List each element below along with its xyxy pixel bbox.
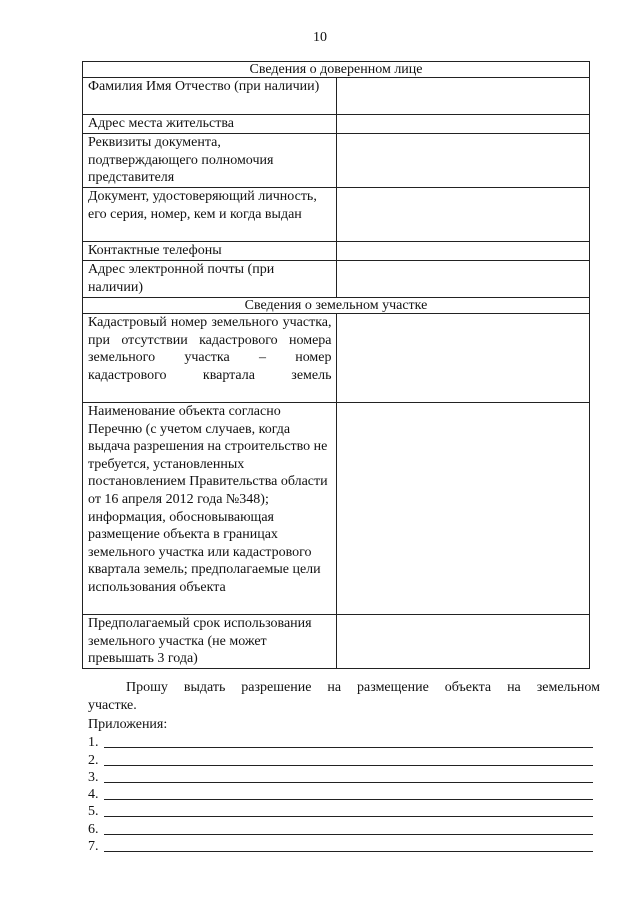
attachment-blank-line[interactable] <box>104 753 593 766</box>
field-label-full-name: Фамилия Имя Отчество (при наличии) <box>83 78 337 115</box>
field-label-email: Адрес электронной почты (при наличии) <box>83 261 337 298</box>
table-row <box>83 403 590 615</box>
field-value-authority-document[interactable] <box>336 134 590 188</box>
attachment-number: 3. <box>88 769 99 785</box>
field-value-residence-address[interactable] <box>336 115 590 134</box>
request-paragraph <box>88 679 600 714</box>
field-label-identity-document: Документ, удостоверяющий личность, его серия, номер, кем и когда выдан <box>83 188 337 242</box>
page-number: 10 <box>313 30 327 45</box>
attachment-number: 5. <box>88 804 99 820</box>
attachment-blank-line[interactable] <box>104 804 593 817</box>
table-row <box>83 314 590 403</box>
field-label-residence-address: Адрес места жительства <box>83 115 337 134</box>
attachment-number: 4. <box>88 787 99 803</box>
field-label-authority-document: Реквизиты документа, подтверждающего полномочия представителя <box>83 134 337 188</box>
section-header-row <box>83 62 590 78</box>
attachment-number: 2. <box>88 752 99 768</box>
attachment-number: 7. <box>88 839 99 855</box>
attachment-item <box>88 820 593 837</box>
application-form-table <box>82 61 590 669</box>
field-value-phones[interactable] <box>336 242 590 261</box>
field-label-object-name: Наименование объекта согласно Перечню (с учетом случаев, когда выдача разрешения на строительство не требуется, установленных постановлением Правительства области от 16 апреля 2012 года №348); информация, обосновывающая размещение объекта в границах земельного участка или кадастрового квартала земель; предполагаемые цели использования объекта <box>83 403 337 615</box>
attachment-blank-line[interactable] <box>104 839 593 852</box>
land-section-title: Сведения о земельном участке <box>83 298 590 314</box>
table-row <box>83 188 590 242</box>
field-value-cadastral-number[interactable] <box>336 314 590 403</box>
table-row <box>83 115 590 134</box>
field-value-full-name[interactable] <box>336 78 590 115</box>
field-value-object-name[interactable] <box>336 403 590 615</box>
attachment-blank-line[interactable] <box>104 822 593 835</box>
table-row <box>83 261 590 298</box>
request-text-line2: участке. <box>88 697 137 713</box>
table-row <box>83 242 590 261</box>
attachment-number: 6. <box>88 821 99 837</box>
field-value-usage-period[interactable] <box>336 615 590 669</box>
attachment-item <box>88 786 593 803</box>
field-label-cadastral-number: Кадастровый номер земельного участка, при отсутствии кадастрового номера земельного участка – номер кадастрового квартала земель <box>83 314 337 403</box>
attachment-item <box>88 734 593 751</box>
attachment-item <box>88 769 593 786</box>
attachment-item <box>88 803 593 820</box>
table-row <box>83 615 590 669</box>
table-row <box>83 134 590 188</box>
field-value-identity-document[interactable] <box>336 188 590 242</box>
field-value-email[interactable] <box>336 261 590 298</box>
attachment-item <box>88 751 593 768</box>
proxy-section-title: Сведения о доверенном лице <box>83 62 590 78</box>
section-header-row <box>83 298 590 314</box>
attachment-blank-line[interactable] <box>104 770 593 783</box>
field-label-phones: Контактные телефоны <box>83 242 337 261</box>
field-label-usage-period: Предполагаемый срок использования земельного участка (не может превышать 3 года) <box>83 615 337 669</box>
attachments-section <box>88 716 593 855</box>
request-text-line1: Прошу выдать разрешение на размещение объекта на земельном <box>126 680 600 695</box>
attachment-item <box>88 838 593 855</box>
attachment-blank-line[interactable] <box>104 787 593 800</box>
table-row <box>83 78 590 115</box>
attachments-heading: Приложения: <box>88 717 168 732</box>
attachment-blank-line[interactable] <box>104 735 593 748</box>
attachment-number: 1. <box>88 735 99 751</box>
